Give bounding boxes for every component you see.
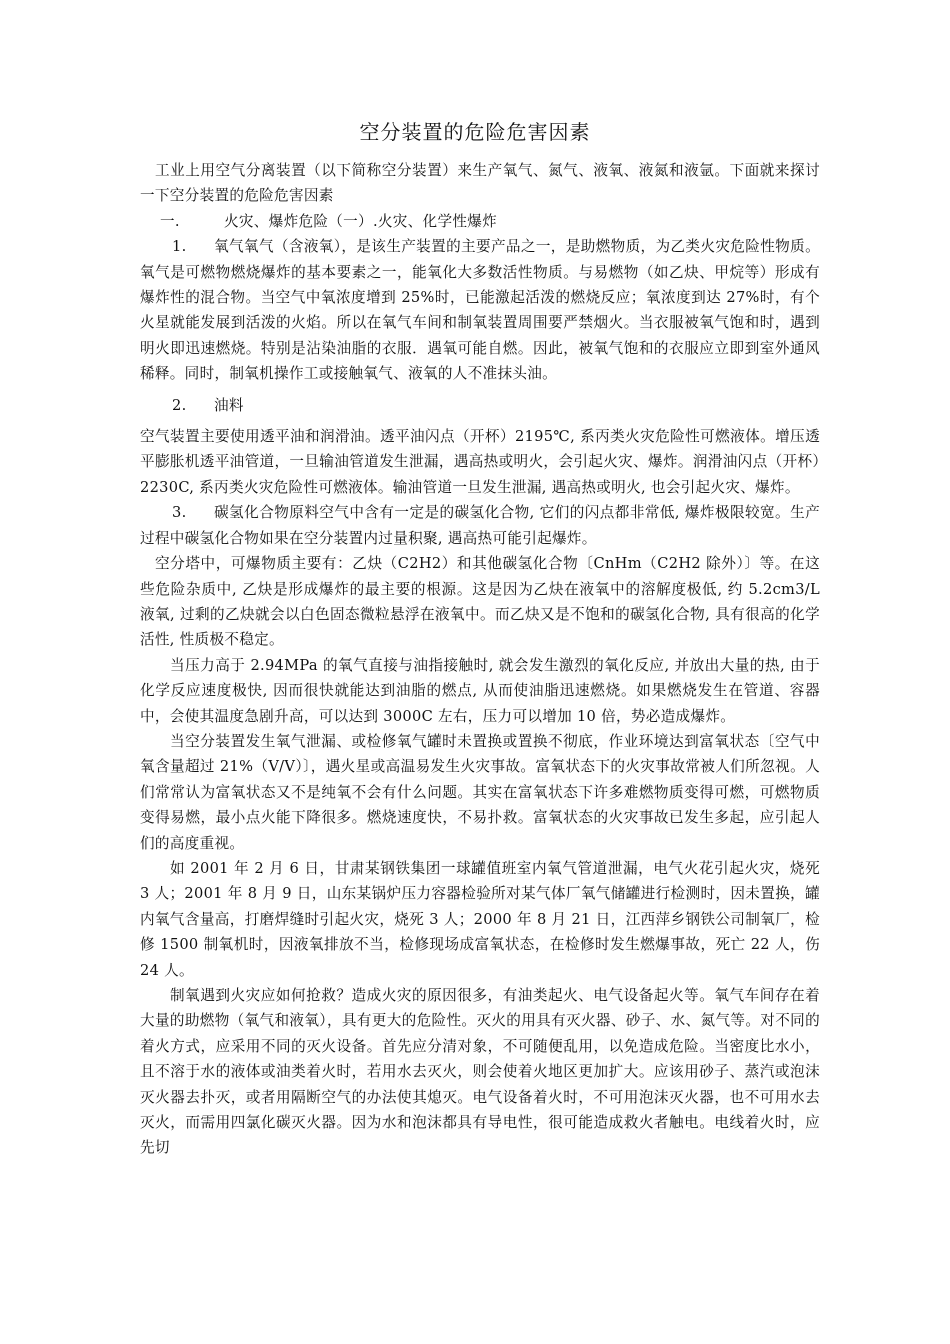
document-body bbox=[140, 158, 820, 1161]
item-2-paragraph: 空气装置主要使用透平油和润滑油。透平油闪点（开杯）2195℃, 系丙类火灾危险性可燃液体。增压透平膨胀机透平油管道，一旦输油管道发生泄漏，遇高热或明火，会引起火灾、爆炸。润滑油闪点（开杯）2230C, 系丙类火灾危险性可燃液体。输油管道一旦发生泄漏, 遇高热或明火, 也会引起火灾、爆炸。 bbox=[140, 428, 820, 496]
item-3-paragraph bbox=[140, 500, 820, 551]
section-heading bbox=[140, 209, 820, 234]
document-title: 空分装置的危险危害因素 bbox=[359, 120, 591, 144]
section-number: 一. bbox=[160, 212, 180, 230]
pressure-paragraph: 当压力高于 2.94MPa 的氧气直接与油指接触时, 就会发生激烈的氧化反应, 并放出大量的热, 由于化学反应速度极快, 因而很快就能达到油脂的燃点, 从而使油脂迅速燃烧。如果燃烧发生在管道、容器中，会使其温度急剧升高，可以达到 3000C 左右，压力可以增加 10 倍，势必造成爆炸。 bbox=[140, 656, 820, 725]
item-2-heading bbox=[140, 393, 820, 418]
item-1-number: 1. bbox=[172, 238, 187, 256]
intro-paragraph: 工业上用空气分离装置（以下简称空分装置）来生产氧气、氮气、液氧、液氮和液氩。下面就来探讨一下空分装置的危险危害因素 bbox=[140, 162, 820, 205]
item-2-title: 油料 bbox=[214, 396, 244, 414]
rich-oxygen-paragraph: 当空分装置发生氧气泄漏、或检修氧气罐时未置换或置换不彻底，作业环境达到富氧状态〔空气中氧含量超过 21%（V/V）〕，遇火星或高温易发生火灾事故。富氧状态下的火灾事故常被人们所忽视。人们常常认为富氧状态又不是纯氧不会有什么问题。其实在富氧状态下许多难燃物质变得可燃，可燃物质变得易燃，最小点火能下降很多。燃烧速度快，不易扑救。富氧状态的火灾事故已发生多起，应引起人们的高度重视。 bbox=[140, 732, 820, 852]
item-3-number: 3. bbox=[172, 504, 187, 522]
item-1-paragraph bbox=[140, 234, 820, 386]
item-1-text: 氧气氧气（含液氧），是该生产装置的主要产品之一，是助燃物质，为乙类火灾危险性物质。氧气是可燃物燃烧爆炸的基本要素之一，能氧化大多数活性物质。与易燃物（如乙炔、甲烷等）形成有爆炸性的混合物。当空气中氧浓度增到 25%时，已能激起活泼的燃烧反应；氧浓度到达 27%时，有个火星就能发展到活泼的火焰。所以在氧气车间和制氧装置周围要严禁烟火。当衣服被氧气饱和时，遇到明火即迅速燃烧。特别是沾染油脂的衣服．遇氧可能自燃。因此，被氧气饱和的衣服应立即到室外通风稀释。同时，制氧机操作工或接触氧气、液氧的人不准抹头油。 bbox=[140, 238, 820, 383]
section-title: 火灾、爆炸危险（一）.火灾、化学性爆炸 bbox=[224, 212, 498, 230]
rescue-paragraph: 制氧遇到火灾应如何抢救？造成火灾的原因很多，有油类起火、电气设备起火等。氧气车间存在着大量的助燃物（氧气和液氧），具有更大的危险性。灭火的用具有灭火器、砂子、水、氮气等。对不同的着火方式，应采用不同的灭火设备。首先应分清对象，不可随便乱用，以免造成危险。当密度比水小，且不溶于水的液体或油类着火时，若用水去灭火，则会使着火地区更加扩大。应该用砂子、蒸汽或泡沫灭火器去扑灭，或者用隔断空气的办法使其熄灭。电气设备着火时，不可用泡沫灭火器，也不可用水去灭火，而需用四氯化碳灭火器。因为水和泡沫都具有导电性，很可能造成救火者触电。电线着火时，应先切 bbox=[140, 987, 820, 1157]
item-2-number: 2. bbox=[172, 396, 187, 414]
tower-paragraph: 空分塔中，可爆物质主要有：乙炔（C2H2）和其他碳氢化合物〔CnHm（C2H2 除外）〕等。在这些危险杂质中, 乙炔是形成爆炸的最主要的根源。这是因为乙炔在液氧中的溶解度极低, 约 5.2cm3/L 液氧, 过剩的乙炔就会以白色固态微粒悬浮在液氧中。而乙炔又是不饱和的碳氢化合物, 具有很高的化学活性, 性质极不稳定。 bbox=[140, 555, 820, 649]
accident-cases-paragraph: 如 2001 年 2 月 6 日，甘肃某钢铁集团一球罐值班室内氧气管道泄漏，电气火花引起火灾，烧死 3 人；2001 年 8 月 9 日，山东某锅炉压力容器检验所对某气体厂氧气储罐进行检测时，因未置换，罐内氧气含量高，打磨焊缝时引起火灾，烧死 3 人；2000 年 8 月 21 日，江西萍乡钢铁公司制氧厂，检修 1500 制氧机时，因液氧排放不当，检修现场成富氧状态，在检修时发生燃爆事故，死亡 22 人，伤 24 人。 bbox=[140, 859, 820, 979]
item-3-text: 碳氢化合物原料空气中含有一定是的碳氢化合物, 它们的闪点都非常低, 爆炸极限较宽。生产过程中碳氢化合物如果在空分装置内过量积聚, 遇高热可能引起爆炸。 bbox=[140, 504, 820, 547]
